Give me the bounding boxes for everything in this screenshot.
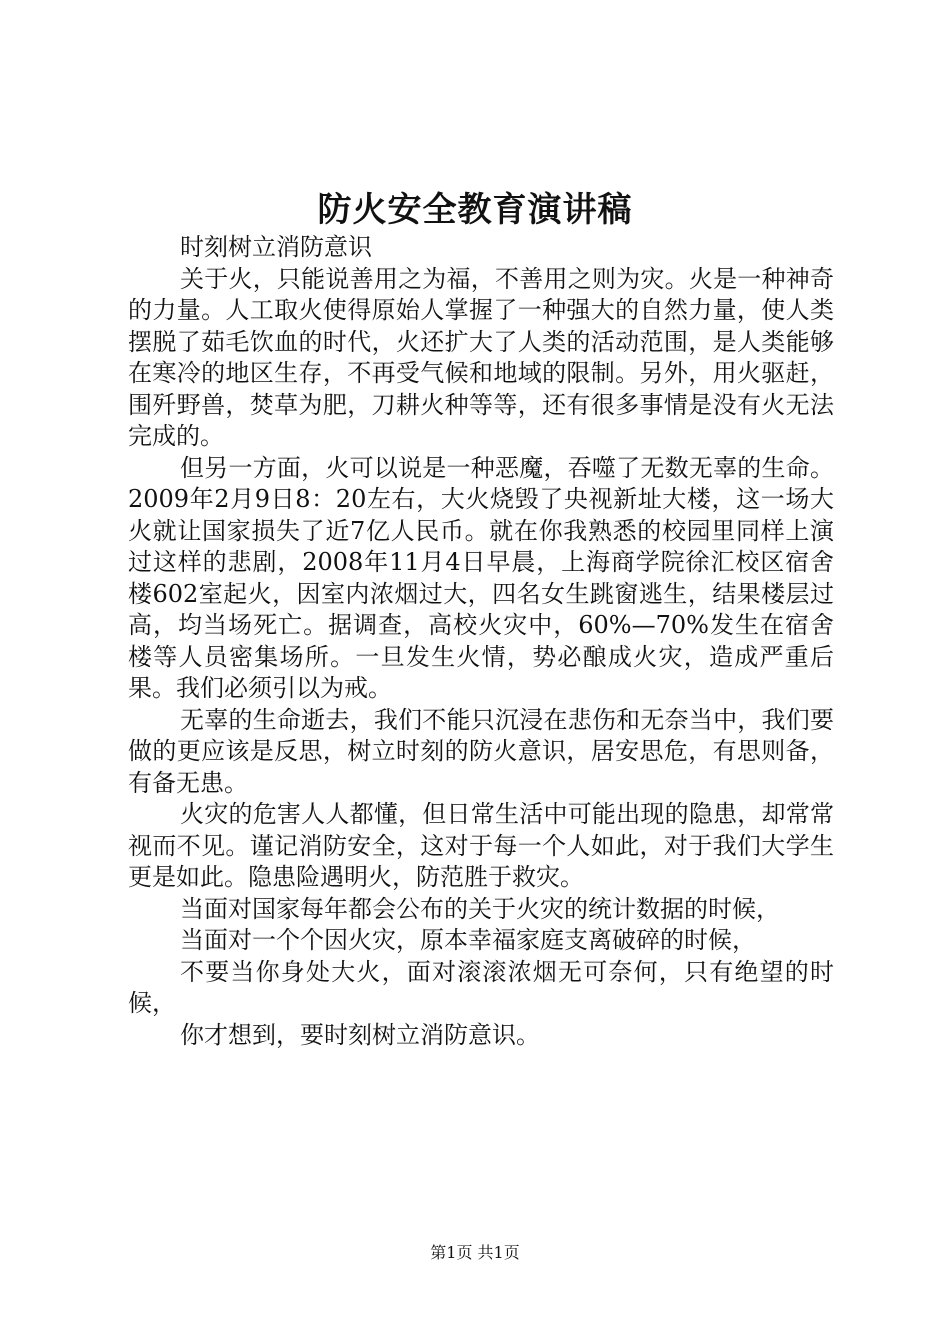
page-footer: 第1页 共1页 (430, 1243, 520, 1262)
body-paragraph: 关于火，只能说善用之为福，不善用之则为灾。火是一种神奇的力量。人工取火使得原始人掌握了一种强大的自然力量，使人类摆脱了茹毛饮血的时代，火还扩大了人类的活动范围，是人类能够在寒冷的地区生存，不再受气候和地域的限制。另外，用火驱赶，围歼野兽，焚草为肥，刀耕火种等等，还有很多事情是没有火无法完成的。 (128, 264, 834, 450)
body-paragraph: 当面对一个个因火灾，原本幸福家庭支离破碎的时候， (180, 926, 756, 954)
body-paragraph: 当面对国家每年都会公布的关于火灾的统计数据的时候， (180, 894, 780, 923)
body-paragraph: 你才想到，要时刻树立消防意识。 (180, 1020, 540, 1049)
body-paragraph: 无辜的生命逝去，我们不能只沉浸在悲伤和无奈当中，我们要做的更应该是反思，树立时刻的防火意识，居安思危，有思则备，有备无患。 (128, 705, 834, 797)
body-paragraph: 火灾的危害人人都懂，但日常生活中可能出现的隐患，却常常视而不见。谨记消防安全，这对于每一个人如此，对于我们大学生更是如此。隐患险遇明火，防范胜于救灾。 (128, 800, 834, 891)
document-title: 防火安全教育演讲稿 (317, 190, 633, 230)
document-body (128, 232, 834, 1051)
body-paragraph: 但另一方面，火可以说是一种恶魔，吞噬了无数无辜的生命。2009年2月9日8：20左右，大火烧毁了央视新址大楼，这一场大火就让国家损失了近7亿人民币。就在你我熟悉的校园里同样上演过这样的悲剧，2008年11月4日早晨，上海商学院徐汇校区宿舍楼602室起火，因室内浓烟过大，四名女生跳窗逃生，结果楼层过高，均当场死亡。据调查，高校火灾中，60%—70%发生在宿舍楼等人员密集场所。一旦发生火情，势必酿成火灾，造成严重后果。我们必须引以为戒。 (128, 453, 834, 702)
body-paragraph: 不要当你身处大火，面对滚滚浓烟无可奈何，只有绝望的时候， (128, 957, 834, 1017)
subtitle-paragraph: 时刻树立消防意识 (180, 233, 372, 261)
